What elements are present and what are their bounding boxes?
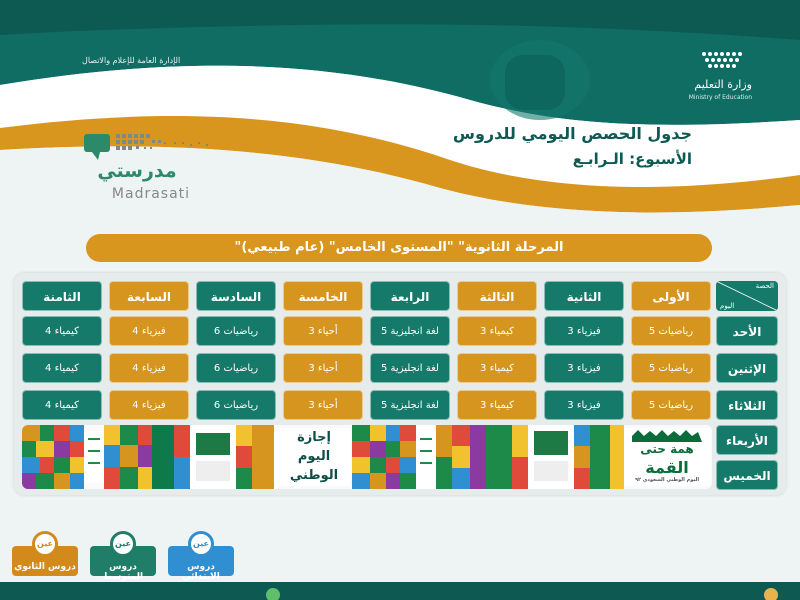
lesson-mon-8[interactable]: كيمياء 4 xyxy=(22,353,102,383)
lesson-mon-3[interactable]: كيمياء 3 xyxy=(457,353,537,383)
lesson-sun-5[interactable]: أحياء 3 xyxy=(283,316,363,346)
lesson-sun-3[interactable]: كيمياء 3 xyxy=(457,316,537,346)
lesson-sun-1[interactable]: رياضيات 5 xyxy=(631,316,711,346)
summit-line-2: القمة xyxy=(645,458,689,477)
holiday-line-2: اليوم xyxy=(297,449,331,464)
logo-text-en: Madrasati xyxy=(111,186,191,202)
period-header-8: الثامنة xyxy=(22,281,102,311)
lesson-sun-7[interactable]: فيزياء 4 xyxy=(109,316,189,346)
primary-lessons-button[interactable]: دروس الابتدائي xyxy=(168,546,234,576)
footer-bar xyxy=(0,582,800,600)
period-header-6: السادسة xyxy=(196,281,276,311)
primary-badge-icon: عين xyxy=(188,531,214,557)
day-label-wednesday: الأربعاء xyxy=(716,425,778,455)
national-day-banner xyxy=(22,425,712,489)
lesson-tue-4[interactable]: لغة انجليزية 5 xyxy=(370,390,450,420)
lesson-sun-4[interactable]: لغة انجليزية 5 xyxy=(370,316,450,346)
period-header-2: الثانية xyxy=(544,281,624,311)
calligraphy-logo: الإدارة العامة للإعلام والاتصال xyxy=(82,56,181,65)
lesson-tue-8[interactable]: كيمياء 4 xyxy=(22,390,102,420)
period-header-3: الثالثة xyxy=(457,281,537,311)
week-label: الأسبوع: الـرابـع xyxy=(572,150,692,168)
summit-line-1: همة حتى xyxy=(640,442,694,456)
lesson-sun-8[interactable]: كيمياء 4 xyxy=(22,316,102,346)
holiday-line-3: الوطني xyxy=(289,468,339,483)
summit-line-3: اليوم الوطني السعودي ٩٢ xyxy=(634,477,700,483)
national-day-emblem xyxy=(624,428,710,486)
stage-title: "المرحلة الثانوية" "المستوى الخامس" (عام طبيعي) xyxy=(86,234,712,262)
intermediate-badge-icon: عين xyxy=(110,531,136,557)
lesson-tue-6[interactable]: رياضيات 6 xyxy=(196,390,276,420)
lesson-mon-4[interactable]: لغة انجليزية 5 xyxy=(370,353,450,383)
lesson-tue-5[interactable]: أحياء 3 xyxy=(283,390,363,420)
footer-globe-icon[interactable] xyxy=(266,588,280,600)
lesson-mon-7[interactable]: فيزياء 4 xyxy=(109,353,189,383)
lesson-tue-3[interactable]: كيمياء 3 xyxy=(457,390,537,420)
corner-day-label: اليوم xyxy=(720,302,735,310)
period-header-5: الخامسة xyxy=(283,281,363,311)
day-label-thursday: الخميس xyxy=(716,460,778,490)
day-label-tuesday: الثلاثاء xyxy=(716,390,778,420)
secondary-badge-icon: عين xyxy=(32,531,58,557)
footer-circle-icon[interactable] xyxy=(764,588,778,600)
lesson-mon-1[interactable]: رياضيات 5 xyxy=(631,353,711,383)
period-header-7: السابعة xyxy=(109,281,189,311)
intermediate-lessons-button[interactable]: دروس المتوسط xyxy=(90,546,156,576)
lesson-mon-6[interactable]: رياضيات 6 xyxy=(196,353,276,383)
logo-text-ar: مدرستي xyxy=(97,160,177,182)
ministry-name: وزارة التعليم xyxy=(694,78,752,91)
day-label-sunday: الأحد xyxy=(716,316,778,346)
secondary-lessons-button[interactable]: دروس الثانوي xyxy=(12,546,78,576)
lesson-sun-6[interactable]: رياضيات 6 xyxy=(196,316,276,346)
moe-logo-icon xyxy=(700,50,748,74)
table-corner-header xyxy=(716,281,778,311)
lesson-sun-2[interactable]: فيزياء 3 xyxy=(544,316,624,346)
period-header-4: الرابعة xyxy=(370,281,450,311)
ministry-name-en: Ministry of Education xyxy=(688,94,752,101)
holiday-line-1: إجازة xyxy=(297,430,331,445)
lesson-tue-7[interactable]: فيزياء 4 xyxy=(109,390,189,420)
lesson-mon-5[interactable]: أحياء 3 xyxy=(283,353,363,383)
day-label-monday: الإثنين xyxy=(716,353,778,383)
lesson-tue-1[interactable]: رياضيات 5 xyxy=(631,390,711,420)
page-title: جدول الحصص اليومي للدروس xyxy=(452,124,692,143)
corner-period-label: الحصة xyxy=(755,282,774,290)
lesson-mon-2[interactable]: فيزياء 3 xyxy=(544,353,624,383)
holiday-label xyxy=(278,428,350,486)
period-header-1: الأولى xyxy=(631,281,711,311)
lesson-tue-2[interactable]: فيزياء 3 xyxy=(544,390,624,420)
